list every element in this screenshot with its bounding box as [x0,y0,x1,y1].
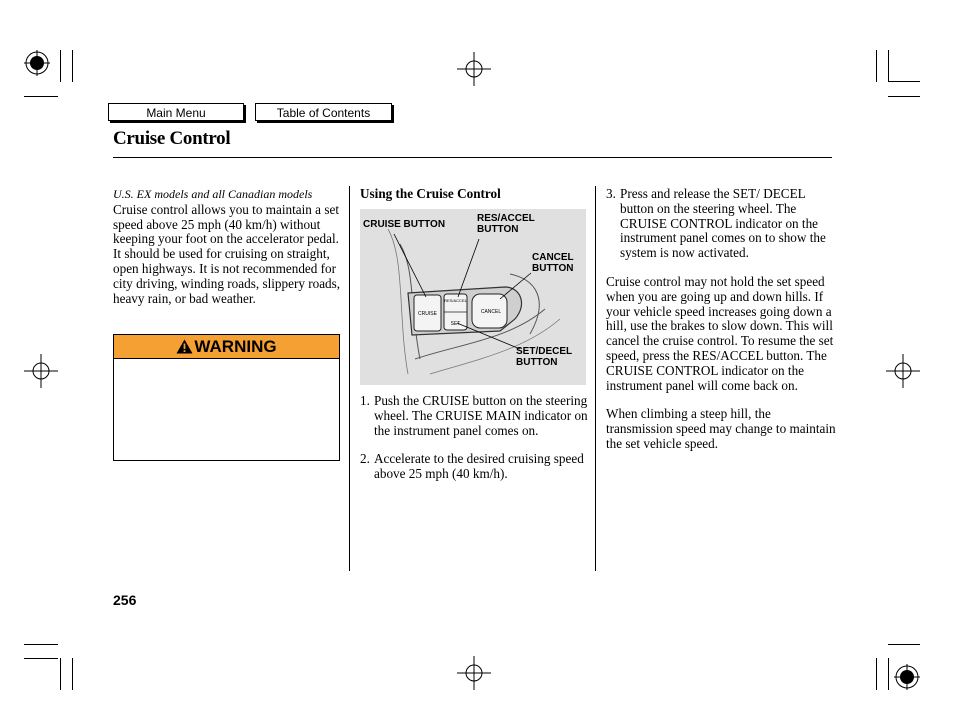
svg-text:SET: SET [450,321,461,327]
res-accel-button-label: RES/ACCEL BUTTON [477,213,535,235]
svg-text:CANCEL: CANCEL [480,309,502,315]
paragraph-steep-hill: When climbing a steep hill, the transmission speed may change to maintain the set vehicle speed. [606,406,836,451]
column-2-steps [360,394,588,482]
table-of-contents-button[interactable]: Table of Contents [255,103,392,121]
intro-paragraph: Cruise control allows you to maintain a set speed above 25 mph (40 km/h) without keeping your foot on the accelerator pedal. It should be used for cruising on straight, open highways. It is not recommended for city driving, winding roads, slippery roads, heavy rain, or bad weather. [113,201,341,306]
crosshair-icon [457,52,491,86]
main-menu-button[interactable]: Main Menu [108,103,244,121]
warning-triangle-icon [176,339,193,354]
crosshair-icon [457,656,491,690]
step-item: 2. Accelerate to the desired cruising speed above 25 mph (40 km/h). [360,451,584,482]
cancel-button-label: CANCEL BUTTON [532,252,574,274]
registration-target-icon [24,50,50,76]
crosshair-icon [24,354,58,388]
step-item: 3. Press and release the SET/ DECEL button on the steering wheel. The CRUISE CONTROL indicator on the instrument panel comes on to show the system is now activated. [606,186,826,261]
page-number: 256 [113,592,137,608]
svg-text:RES/ACCEL: RES/ACCEL [444,298,467,303]
model-note: U.S. EX models and all Canadian models [113,187,313,201]
step-item: 1. Push the CRUISE button on the steering wheel. The CRUISE MAIN indicator on the instrument panel comes on. [360,393,588,438]
page-title: Cruise Control [113,128,231,149]
column-separator [595,186,596,571]
cruise-button-label: CRUISE BUTTON [363,219,446,230]
warning-box [113,334,340,461]
section-heading: Using the Cruise Control [360,186,501,201]
paragraph-speed-hills: Cruise control may not hold the set speed when you are going up and down hills. If your vehicle speed increases going down a hill, use the brakes to slow down. This will cancel the cruise control. To resume the set speed, press the RES/ACCEL button. The CRUISE CONTROL indicator on the instrument panel will come back on. [606,273,834,393]
set-decel-button-label: SET/DECEL BUTTON [516,346,572,368]
registration-target-icon [894,664,920,690]
warning-label: WARNING [194,337,277,356]
svg-text:CRUISE: CRUISE [418,311,437,317]
column-3 [606,187,838,452]
warning-header [114,335,339,359]
title-divider [113,157,832,158]
crosshair-icon [886,354,920,388]
steering-wheel-figure [360,209,586,385]
column-1 [113,187,341,306]
column-separator [349,186,350,571]
